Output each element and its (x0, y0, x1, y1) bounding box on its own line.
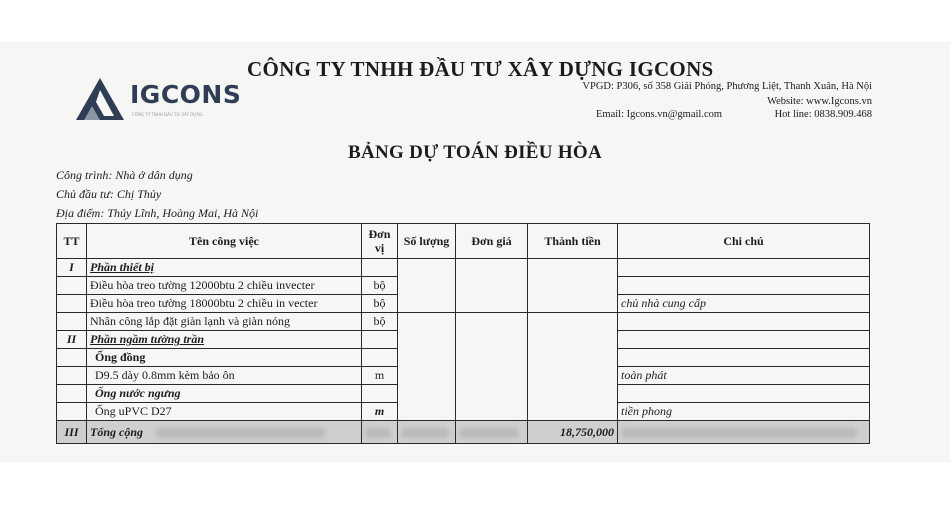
table-header-row (57, 224, 870, 259)
row-unit (362, 349, 398, 367)
company-website: Website: www.Igcons.vn (767, 95, 872, 107)
total-unit (362, 421, 398, 444)
redacted-area (365, 428, 391, 438)
redacted-area (401, 428, 449, 438)
redacted-area (621, 428, 857, 438)
row-amount (528, 259, 618, 313)
total-price (456, 421, 528, 444)
document-title: BẢNG DỰ TOÁN ĐIỀU HÒA (347, 142, 603, 163)
logo-tagline: CÔNG TY TNHH ĐẦU TƯ XÂY DỰNG (132, 112, 203, 117)
total-tt: III (57, 421, 87, 444)
company-name: CÔNG TY TNHH ĐẦU TƯ XÂY DỰNG IGCONS (247, 57, 714, 81)
company-hotline: Hot line: 0838.909.468 (774, 109, 872, 120)
row-qty (398, 259, 456, 313)
row-unit: bộ (362, 313, 398, 331)
row-name: Ống đồng (87, 349, 362, 367)
header-note: Chi chú (618, 224, 870, 259)
row-tt (57, 277, 87, 295)
company-email: Email: Igcons.vn@gmail.com (596, 109, 723, 120)
redacted-area (459, 428, 519, 438)
row-name: Điều hòa treo tường 18000btu 2 chiều in vecter (87, 295, 362, 313)
row-tt: II (57, 331, 87, 349)
row-tt (57, 367, 87, 385)
project-location: Địa điểm: Thúy Lĩnh, Hoàng Mai, Hà Nội (56, 206, 259, 220)
header-qty: Số lượng (398, 224, 456, 259)
row-unit: m (362, 403, 398, 421)
row-note (618, 385, 870, 403)
row-unit (362, 385, 398, 403)
total-label: Tổng cộng (90, 424, 144, 439)
row-name: Ống nước ngưng (87, 385, 362, 403)
row-unit (362, 331, 398, 349)
header-name: Tên công việc (87, 224, 362, 259)
table-row (57, 259, 870, 277)
header-unit: Đơn vị (362, 224, 398, 259)
project-investor: Chủ đầu tư: Chị Thủy (56, 187, 162, 201)
row-tt (57, 295, 87, 313)
row-name: Nhân công lắp đặt giàn lạnh và giàn nóng (87, 313, 362, 331)
row-name: D9.5 dày 0.8mm kèm bảo ôn (87, 367, 362, 385)
row-note (618, 259, 870, 277)
logo-wordmark: IGCONS (130, 80, 242, 109)
row-price (456, 259, 528, 313)
row-note: chủ nhà cung cấp (618, 295, 870, 313)
row-note: tiền phong (618, 403, 870, 421)
project-name: Công trình: Nhà ở dân dụng (56, 168, 193, 182)
row-unit: bộ (362, 277, 398, 295)
row-tt (57, 403, 87, 421)
row-note: toàn phát (618, 367, 870, 385)
header-amount: Thành tiền (528, 224, 618, 259)
total-note (618, 421, 870, 444)
redacted-area (156, 428, 326, 438)
row-tt: I (57, 259, 87, 277)
total-row (57, 421, 870, 444)
project-info (56, 166, 258, 223)
row-note (618, 331, 870, 349)
row-note (618, 349, 870, 367)
row-name: Ống uPVC D27 (87, 403, 362, 421)
row-tt (57, 385, 87, 403)
row-name: Phần ngầm tường trần (87, 331, 362, 349)
row-name: Điều hòa treo tường 12000btu 2 chiều invecter (87, 277, 362, 295)
row-tt (57, 313, 87, 331)
estimate-table (56, 223, 870, 444)
company-contact (582, 80, 872, 109)
total-qty (398, 421, 456, 444)
row-note (618, 277, 870, 295)
row-price (456, 313, 528, 421)
row-qty (398, 313, 456, 421)
table-row (57, 313, 870, 331)
row-unit: bộ (362, 295, 398, 313)
header-price: Đơn giá (456, 224, 528, 259)
logo-triangle-icon (74, 76, 126, 122)
total-label-cell (87, 421, 362, 444)
header-tt: TT (57, 224, 87, 259)
row-amount (528, 313, 618, 421)
row-tt (57, 349, 87, 367)
company-address: VPGD: P306, số 358 Giải Phóng, Phương Liệt, Thanh Xuân, Hà Nội (582, 81, 872, 92)
row-note (618, 313, 870, 331)
row-name: Phần thiết bị (87, 259, 362, 277)
company-logo (74, 76, 249, 122)
row-unit (362, 259, 398, 277)
row-unit: m (362, 367, 398, 385)
total-amount: 18,750,000 (528, 421, 618, 444)
